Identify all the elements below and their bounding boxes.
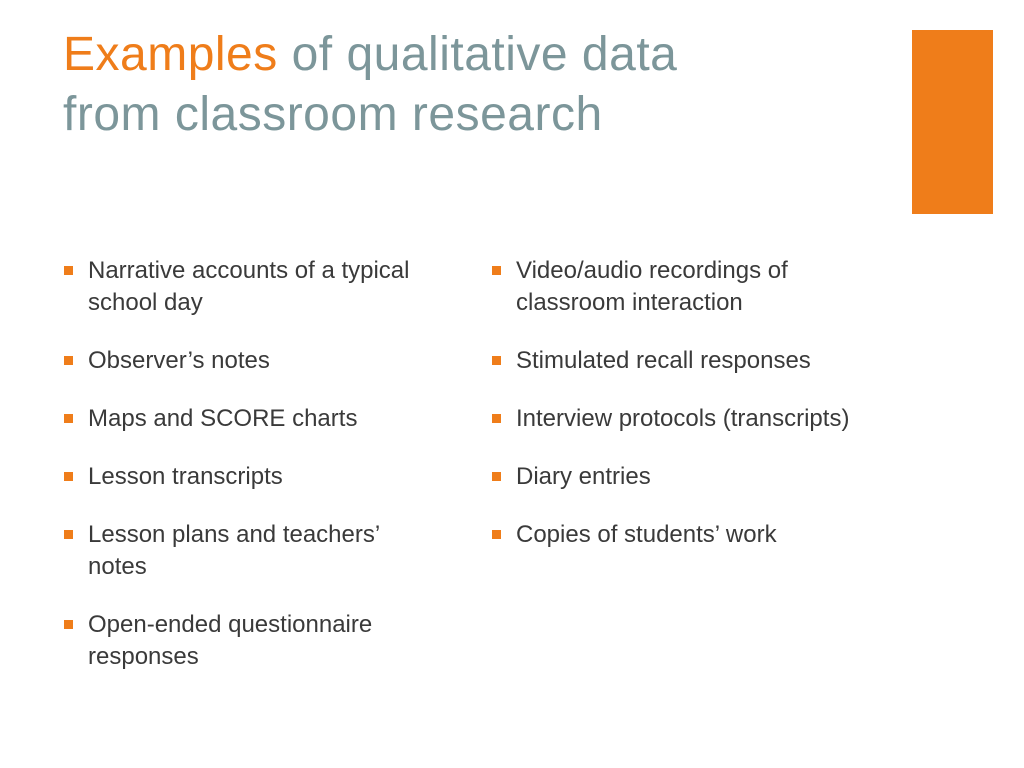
title-rest: of qualitative data <box>277 28 678 81</box>
list-item <box>62 609 442 673</box>
list-item-text: Copies of students’ work <box>516 521 777 548</box>
bullet-square-icon <box>64 620 73 629</box>
list-item <box>62 519 442 583</box>
list-item-text: Maps and SCORE charts <box>88 405 358 432</box>
list-item <box>490 255 900 319</box>
title-line-2: from classroom research <box>63 88 603 141</box>
left-bullet-list <box>62 255 442 699</box>
list-item <box>62 345 442 377</box>
bullet-square-icon <box>492 472 501 481</box>
title-highlight: Examples <box>63 28 278 81</box>
list-item-text: Observer’s notes <box>88 347 270 374</box>
list-item-text: Diary entries <box>516 463 651 490</box>
list-item-text: Open-ended questionnaire responses <box>88 611 373 670</box>
list-item-text: Video/audio recordings of classroom interaction <box>516 257 788 316</box>
bullet-square-icon <box>64 266 73 275</box>
list-item <box>490 345 900 377</box>
right-bullet-list <box>490 255 900 577</box>
slide-title <box>63 25 883 145</box>
bullet-square-icon <box>64 356 73 365</box>
bullet-square-icon <box>492 530 501 539</box>
list-item <box>490 461 900 493</box>
list-item <box>62 461 442 493</box>
list-item-text: Interview protocols (transcripts) <box>516 405 850 432</box>
bullet-square-icon <box>64 414 73 423</box>
list-item <box>490 519 900 551</box>
accent-bar <box>912 30 993 214</box>
list-item-text: Narrative accounts of a typical school day <box>88 257 410 316</box>
list-item <box>62 403 442 435</box>
list-item-text: Stimulated recall responses <box>516 347 811 374</box>
bullet-square-icon <box>492 266 501 275</box>
bullet-square-icon <box>492 356 501 365</box>
list-item-text: Lesson plans and teachers’ notes <box>88 521 380 580</box>
list-item-text: Lesson transcripts <box>88 463 283 490</box>
bullet-square-icon <box>64 472 73 481</box>
bullet-square-icon <box>492 414 501 423</box>
list-item <box>490 403 900 435</box>
list-item <box>62 255 442 319</box>
bullet-square-icon <box>64 530 73 539</box>
